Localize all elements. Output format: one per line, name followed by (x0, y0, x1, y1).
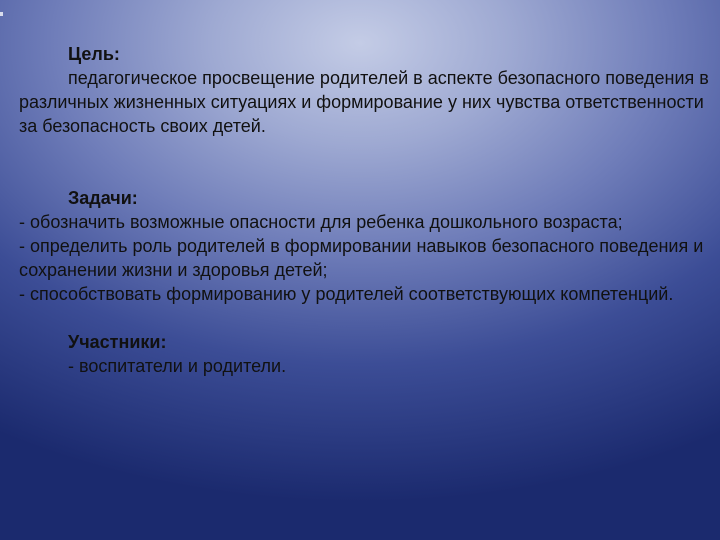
goal-text: педагогическое просвещение родителей в аспекте безопасного поведения в различных жизненных ситуациях и формирование у них чувства ответственности за безопасность своих детей. (19, 68, 709, 136)
task-item-1: - обозначить возможные опасности для ребенка дошкольного возраста; (19, 212, 623, 232)
tasks-heading: Задачи: (68, 188, 138, 208)
participants-text: - воспитатели и родители. (68, 356, 287, 376)
slide-content (19, 42, 709, 378)
spacer (19, 138, 709, 186)
corner-mark (0, 12, 3, 16)
task-item-2: - определить роль родителей в формировании навыков безопасного поведения и сохранении жизни и здоровья детей; (19, 236, 704, 280)
participants-heading: Участники: (68, 332, 167, 352)
task-item-3: - способствовать формированию у родителей соответствующих компетенций. (19, 284, 674, 304)
spacer (19, 306, 709, 330)
goal-heading: Цель: (68, 44, 120, 64)
